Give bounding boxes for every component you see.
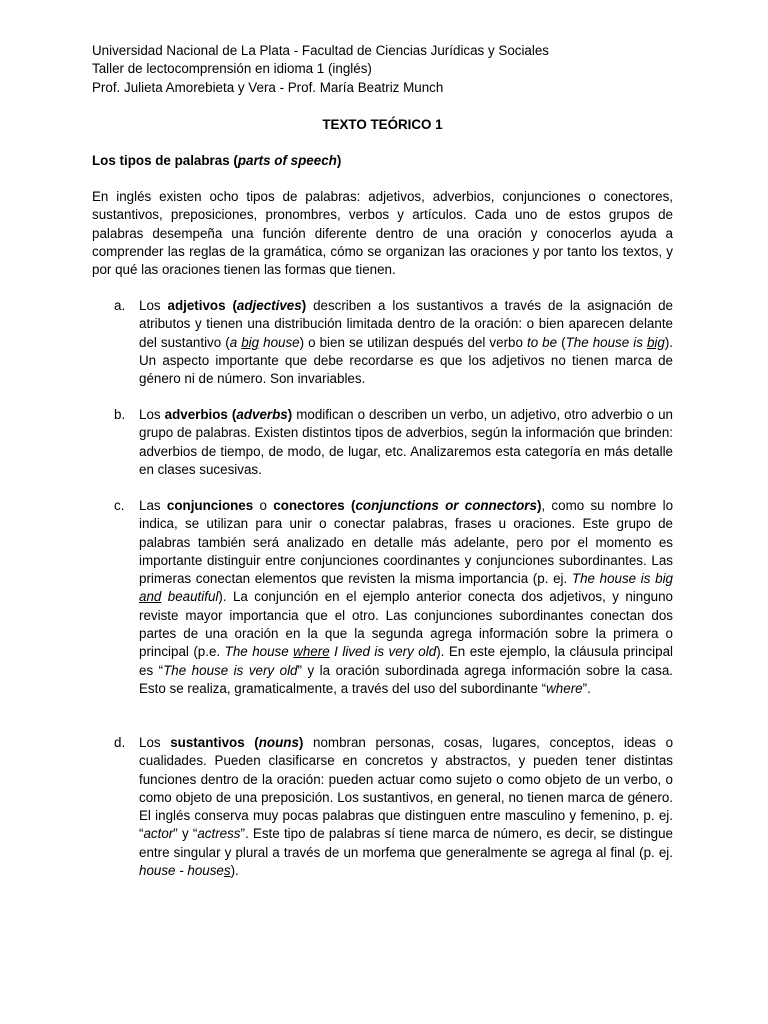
header-course: Taller de lectocomprensión en idioma 1 (inglés): [92, 61, 372, 77]
list-item-text: Los sustantivos (nouns) nombran personas, cosas, lugares, conceptos, ideas o cualidades. Pueden clasificarse en concretos y abstractos, y pueden tener distintas funciones dentro de la oración: pueden actuar como sujeto o como objeto de un verbo, o como objeto de una preposición. Los sustantivos, en general, no tienen marca de género. El inglés conserva muy pocas palabras que distinguen entre masculino y femenino, p. ej. “actor” y “actress”. Este tipo de palabras sí tiene marca de número, es decir, se distingue entre singular y plural a través de un morfema que generalmente se agrega al final (p. ej. house - houses).: [139, 735, 674, 879]
section-heading: Los tipos de palabras (parts of speech): [92, 153, 342, 168]
header-professors: Prof. Julieta Amorebieta y Vera - Prof. María Beatriz Munch: [92, 79, 444, 95]
list-marker: c.: [114, 498, 125, 513]
list-item-text: Las conjunciones o conectores (conjunctions or connectors), como su nombre lo indica, se utilizan para unir o conectar palabras, frases u oraciones. Este grupo de palabras también será analizado en detalle más adelante, pero por el momento es importante distinguir entre conjunciones coordinantes y conjunciones subordinantes. Las primeras conectan elementos que revisten la misma importancia (p. ej. The house is big and beautiful). La conjunción en el ejemplo anterior conecta dos adjetivos, y ninguno reviste mayor importancia que el otro. Las conjunciones subordinantes conectan dos partes de una oración en la que la segunda agrega información sobre la primera o principal (p.e. The house where I lived is very old). En este ejemplo, la cláusula principal es “The house is very old” y la oración subordinada agrega información sobre la casa. Esto se realiza, gramaticalmente, a través del uso del subordinante “where”.: [139, 498, 674, 696]
intro-paragraph: En inglés existen ocho tipos de palabras: adjetivos, adverbios, conjunciones o conectores, sustantivos, preposiciones, pronombres, verbos y artículos. Cada uno de estos grupos de palabras desempeña una función diferente dentro de una oración y conocerlos ayuda a comprender las reglas de la gramática, cómo se organizan las oraciones y por tanto los textos, y por qué las oraciones tienen las formas que tienen.: [92, 189, 673, 278]
list-item-nouns: [92, 734, 673, 880]
list-item-adjectives: [92, 297, 673, 388]
list-marker: a.: [114, 298, 126, 313]
list-marker: d.: [114, 735, 126, 750]
document-header: [92, 42, 692, 97]
header-university: Universidad Nacional de La Plata - Facultad de Ciencias Jurídicas y Sociales: [92, 43, 550, 58]
list-item-conjunctions: [92, 497, 673, 698]
page-title: TEXTO TEÓRICO 1: [322, 117, 443, 132]
list-item-text: Los adjetivos (adjectives) describen a los sustantivos a través de la asignación de atributos y tienen una distribución limitada dentro de la oración: o bien aparecen delante del sustantivo (a big house) o bien se utilizan después del verbo to be (The house is big). Un aspecto importante que debe recordarse es que los adjetivos no tienen marca de género ni de número. Son invariables.: [139, 298, 673, 387]
list-item-adverbs: [92, 406, 673, 479]
list-marker: b.: [114, 407, 126, 422]
list-item-text: Los adverbios (adverbs) modifican o describen un verbo, un adjetivo, otro adverbio o un grupo de palabras. Existen distintos tipos de adverbios, según la información que brinden: adverbios de tiempo, de modo, de lugar, etc. Analizaremos esta categoría en más detalle en clases sucesivas.: [139, 407, 673, 477]
